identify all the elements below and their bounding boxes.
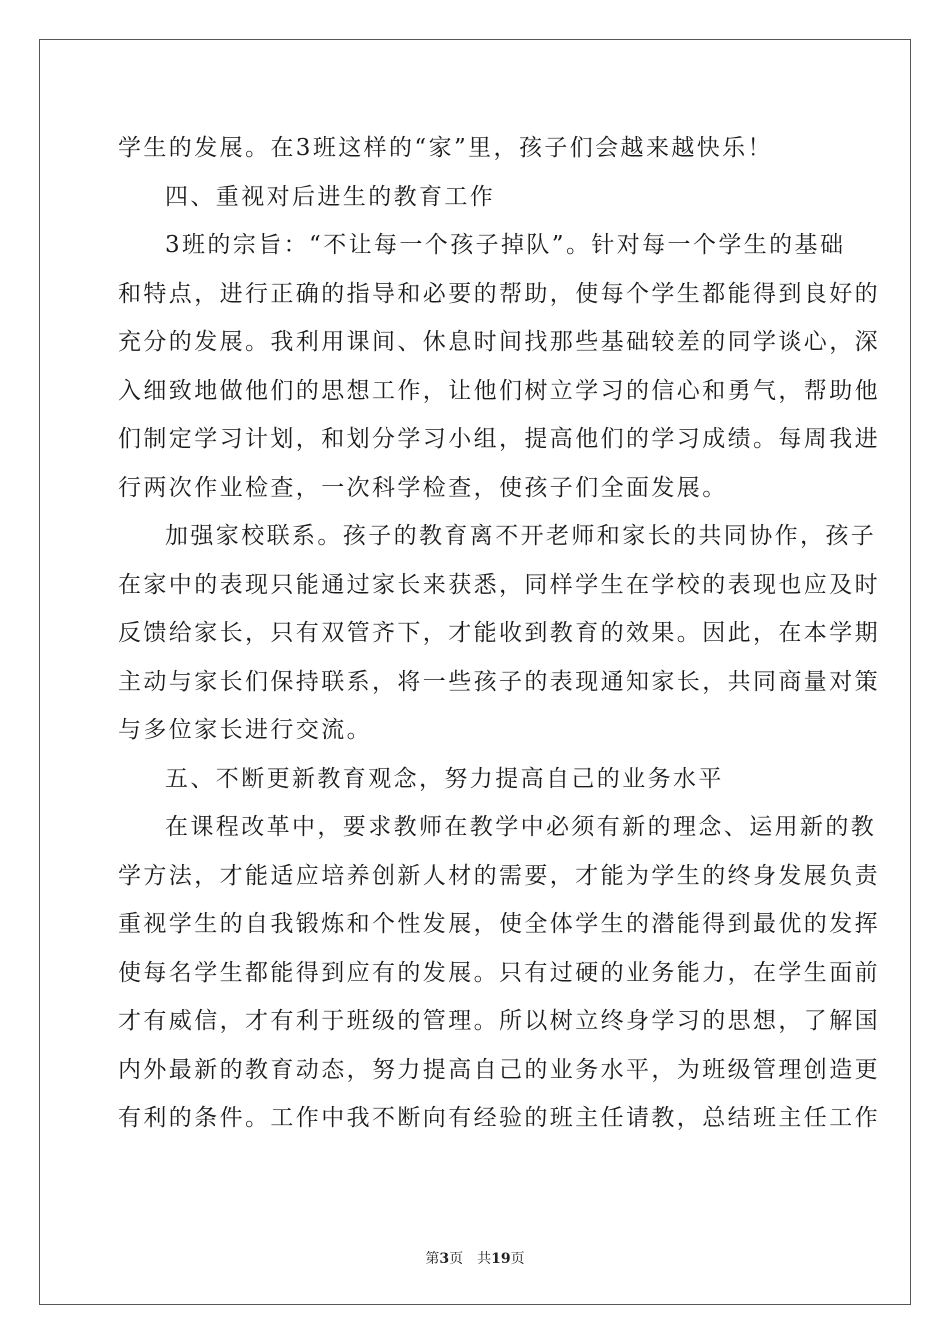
paragraph-line: 在家中的表现只能通过家长来获悉，同样学生在学校的表现也应及时: [118, 571, 880, 598]
paragraph-line: 使每名学生都能得到应有的发展。只有过硬的业务能力，在学生面前: [118, 959, 880, 986]
paragraph-line: 3班的宗旨：“不让每一个孩子掉队”。针对每一个学生的基础: [165, 232, 846, 258]
paragraph-line: 和特点，进行正确的指导和必要的帮助，使每个学生都能得到良好的: [118, 280, 880, 307]
document-body: [118, 124, 880, 1143]
page-footer: [0, 1248, 950, 1268]
page-number: 第3页: [425, 1251, 464, 1267]
paragraph-line: 才有威信，才有利于班级的管理。所以树立终身学习的思想，了解国: [118, 1008, 880, 1034]
paragraph-line: 入细致地做他们的思想工作，让他们树立学习的信心和勇气，帮助他: [118, 377, 880, 404]
paragraph-line: 重视学生的自我锻炼和个性发展，使全体学生的潜能得到最优的发挥: [118, 911, 880, 937]
paragraph-line: 学生的发展。在3班这样的“家”里，孩子们会越来越快乐！: [118, 135, 773, 161]
paragraph-line: 与多位家长进行交流。: [118, 717, 372, 743]
paragraph-line: 充分的发展。我利用课间、休息时间找那些基础较差的同学谈心，深: [118, 329, 880, 355]
paragraph-line: 在课程改革中，要求教师在教学中必须有新的理念、运用新的教: [165, 814, 877, 840]
paragraph-line: 们制定学习计划，和划分学习小组，提高他们的学习成绩。每周我进: [118, 426, 880, 452]
paragraph-line: 内外最新的教育动态，努力提高自己的业务水平，为班级管理创造更: [118, 1056, 880, 1083]
paragraph-line: 加强家校联系。孩子的教育离不开老师和家长的共同协作，孩子: [165, 523, 877, 549]
section-heading: 五、不断更新教育观念，努力提高自己的业务水平: [165, 765, 724, 792]
paragraph-line: 反馈给家长，只有双管齐下，才能收到教育的效果。因此，在本学期: [118, 620, 880, 646]
paragraph-line: 学方法，才能适应培养创新人材的需要，才能为学生的终身发展负责: [118, 862, 880, 889]
section-heading: 四、重视对后进生的教育工作: [165, 183, 496, 210]
paragraph-line: 行两次作业检查，一次科学检查，使孩子们全面发展。: [118, 474, 728, 501]
page-total: 共19页: [477, 1251, 525, 1267]
paragraph-line: 主动与家长们保持联系，将一些孩子的表现通知家长，共同商量对策: [118, 668, 880, 695]
paragraph-line: 有利的条件。工作中我不断向有经验的班主任请教，总结班主任工作: [118, 1105, 880, 1131]
